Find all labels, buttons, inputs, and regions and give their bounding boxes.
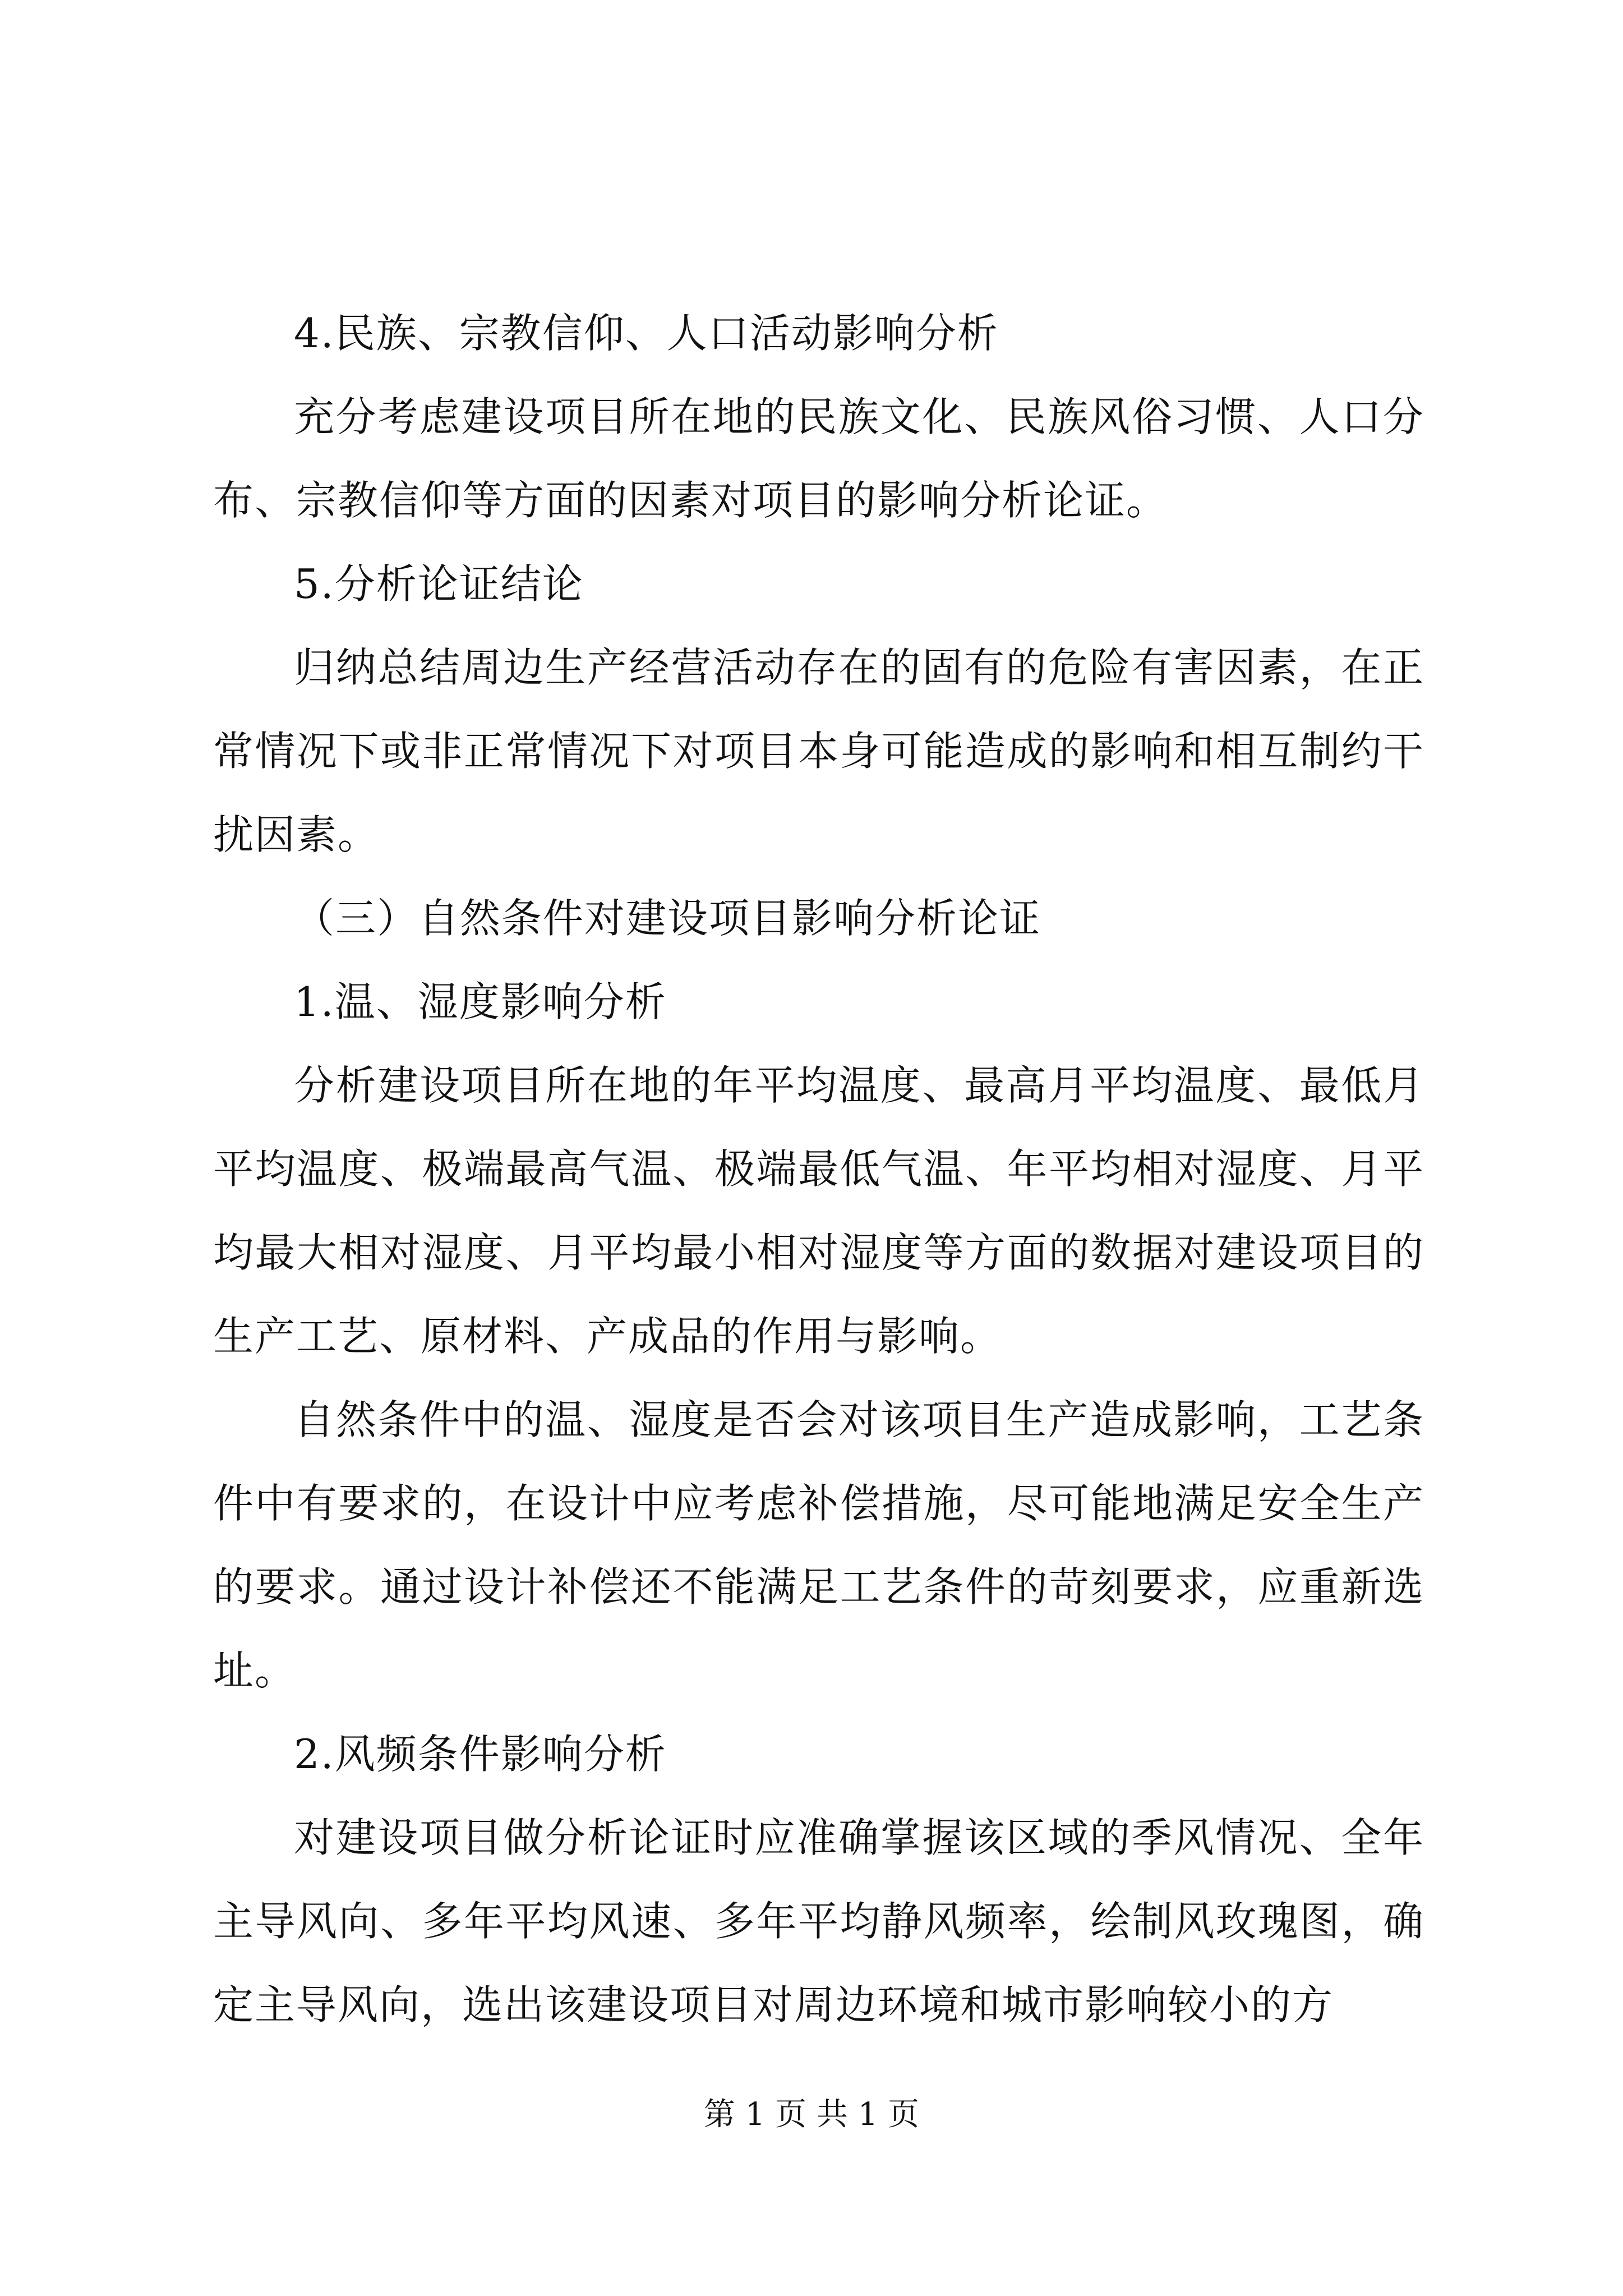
heading-ethnic-religion-population: 4.民族、宗教信仰、人口活动影响分析 xyxy=(294,310,999,357)
section-heading-natural-conditions: （三）自然条件对建设项目影响分析论证 xyxy=(294,895,1041,942)
page-footer: 第 1 页 共 1 页 xyxy=(703,2096,920,2133)
paragraph-ethnic-factors: 充分考虑建设项目所在地的民族文化、民族风俗习惯、人口分布、宗教信仰等方面的因素对项目的影响分析论证。 xyxy=(213,393,1424,524)
paragraph-wind-analysis: 对建设项目做分析论证时应准确掌握该区域的季风情况、全年主导风向、多年平均风速、多年平均静风频率，绘制风玫瑰图，确定主导风向，选出该建设项目对周边环境和城市影响较小的方 xyxy=(213,1814,1424,2028)
heading-wind-frequency: 2.风频条件影响分析 xyxy=(294,1731,667,1778)
heading-temperature-humidity: 1.温、湿度影响分析 xyxy=(294,978,667,1025)
paragraph-temperature-data: 分析建设项目所在地的年平均温度、最高月平均温度、最低月平均温度、极端最高气温、极端最低气温、年平均相对湿度、月平均最大相对湿度、月平均最小相对湿度等方面的数据对建设项目的生产工艺、原材料、产成品的作用与影响。 xyxy=(213,1062,1424,1360)
paragraph-temperature-impact: 自然条件中的温、湿度是否会对该项目生产造成影响，工艺条件中有要求的，在设计中应考虑补偿措施，尽可能地满足安全生产的要求。通过设计补偿还不能满足工艺条件的苛刻要求，应重新选址。 xyxy=(213,1396,1424,1694)
document-body xyxy=(213,292,1424,2047)
paragraph-conclusion: 归纳总结周边生产经营活动存在的固有的危险有害因素，在正常情况下或非正常情况下对项目本身可能造成的影响和相互制约干扰因素。 xyxy=(213,644,1424,858)
heading-analysis-conclusion: 5.分析论证结论 xyxy=(294,560,584,608)
